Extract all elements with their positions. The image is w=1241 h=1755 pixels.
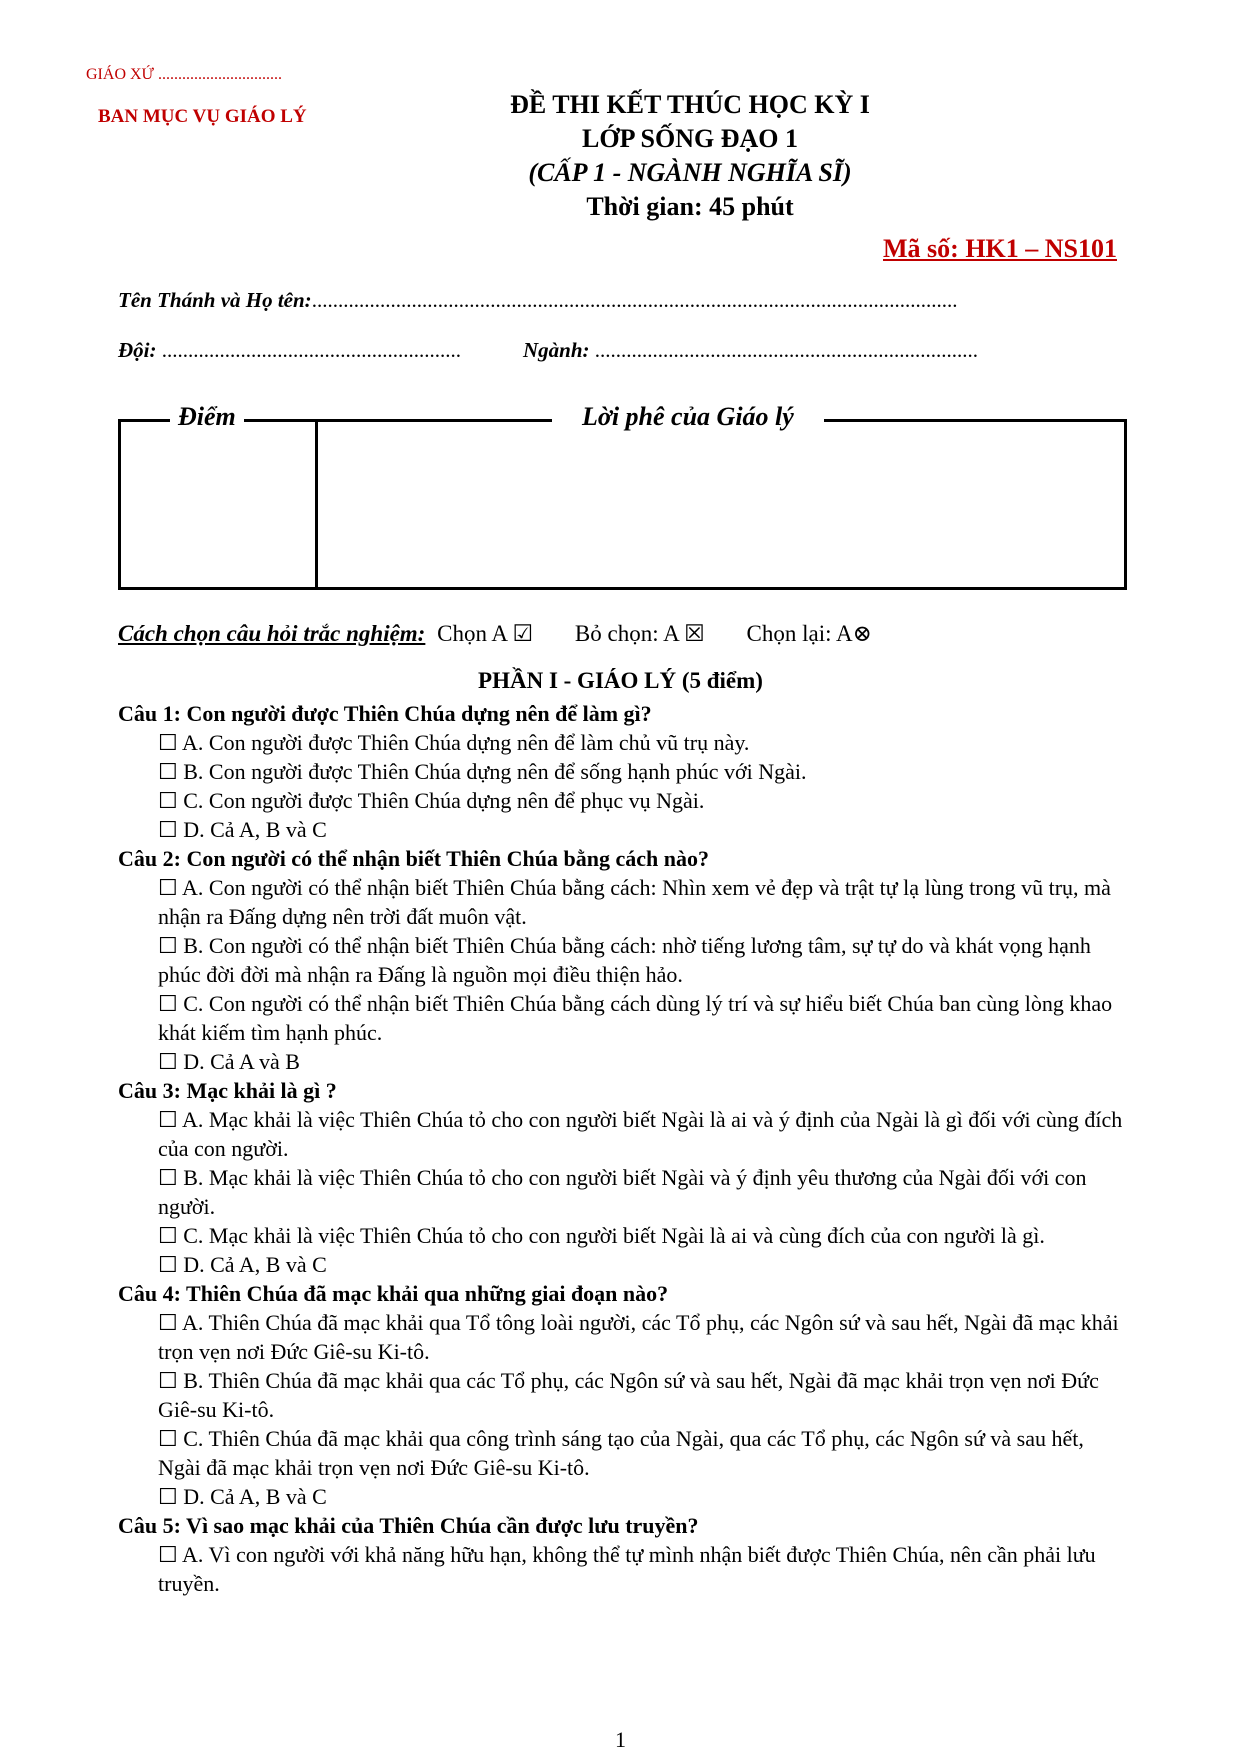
answer-option[interactable]: ☐ C. Con người được Thiên Chúa dựng nên để phục vụ Ngài.: [158, 788, 705, 813]
answer-option[interactable]: ☐ A. Vì con người với khả năng hữu hạn, không thể tự mình nhận biết được Thiên Chúa, nên cần phải lưu truyền.: [158, 1542, 1096, 1596]
answer-instructions: [118, 621, 872, 647]
box-divider: [315, 419, 318, 590]
team-field[interactable]: [118, 338, 461, 363]
question-text: Câu 2: Con người có thể nhận biết Thiên Chúa bằng cách nào?: [118, 846, 709, 871]
team-dots: .........................................................: [161, 338, 461, 362]
branch-dots: .........................................................................: [594, 338, 979, 362]
question-3: [118, 1076, 1124, 1279]
answer-option[interactable]: ☐ C. Mạc khải là việc Thiên Chúa tỏ cho con người biết Ngài là ai và cùng đích của con người là gì.: [158, 1223, 1045, 1248]
score-label: Điểm: [170, 402, 244, 432]
duration-title: Thời gian: 45 phút: [586, 192, 794, 221]
answer-option[interactable]: ☐ A. Thiên Chúa đã mạc khải qua Tổ tông loài người, các Tổ phụ, các Ngôn sứ và sau hết, Ngài đã mạc khải trọn vẹn nơi Đức Giê-su Ki-tô.: [158, 1310, 1119, 1364]
name-label: Tên Thánh và Họ tên:: [118, 288, 312, 312]
answer-option[interactable]: ☐ B. Con người có thể nhận biết Thiên Chúa bằng cách: nhờ tiếng lương tâm, sự tự do và khát vọng hạnh phúc đời đời mà nhận ra Đấng là nguồn mọi điều thiện hảo.: [158, 933, 1091, 987]
exam-title: ĐỀ THI KẾT THÚC HỌC KỲ I: [510, 90, 870, 119]
question-text: Câu 3: Mạc khải là gì ?: [118, 1078, 337, 1103]
instructions-label: Cách chọn câu hỏi trắc nghiệm:: [118, 621, 426, 646]
box-left-border: [118, 419, 121, 590]
team-label: Đội:: [118, 338, 157, 362]
unchoose-instruction: Bỏ chọn: A ☒: [574, 621, 705, 646]
exam-code: Mã số: HK1 – NS101: [883, 234, 1117, 263]
answer-option[interactable]: ☐ B. Con người được Thiên Chúa dựng nên để sống hạnh phúc với Ngài.: [158, 759, 807, 784]
answer-option[interactable]: ☐ C. Thiên Chúa đã mạc khải qua công trình sáng tạo của Ngài, qua các Tổ phụ, các Ngôn sứ và sau hết, Ngài đã mạc khải trọn vẹn nơi Đức Giê-su Ki-tô.: [158, 1426, 1084, 1480]
question-5: [118, 1511, 1124, 1598]
class-title: LỚP SỐNG ĐẠO 1: [582, 124, 798, 153]
box-right-border: [1124, 419, 1127, 590]
question-text: Câu 4: Thiên Chúa đã mạc khải qua những giai đoạn nào?: [118, 1281, 669, 1306]
question-text: Câu 5: Vì sao mạc khải của Thiên Chúa cần được lưu truyền?: [118, 1513, 699, 1538]
answer-option[interactable]: ☐ D. Cả A, B và C: [158, 1252, 327, 1277]
answer-option[interactable]: ☐ D. Cả A, B và C: [158, 817, 327, 842]
answer-option[interactable]: ☐ A. Con người được Thiên Chúa dựng nên để làm chủ vũ trụ này.: [158, 730, 750, 755]
rechoose-instruction: Chọn lại: A⊗: [746, 621, 872, 646]
parish-label: GIÁO XỨ ...............................: [86, 66, 282, 83]
questions-list: [118, 699, 1124, 1598]
question-4: [118, 1279, 1124, 1511]
box-bottom-border: [118, 587, 1127, 590]
answer-option[interactable]: ☐ A. Mạc khải là việc Thiên Chúa tỏ cho con người biết Ngài là ai và ý định của Ngài là gì đối với cùng đích của con người.: [158, 1107, 1123, 1161]
name-field[interactable]: [118, 288, 957, 313]
page-number: 1: [615, 1727, 626, 1752]
answer-option[interactable]: ☐ C. Con người có thể nhận biết Thiên Chúa bằng cách dùng lý trí và sự hiểu biết Chúa ban cùng lòng khao khát kiếm tìm hạnh phúc.: [158, 991, 1113, 1045]
name-dots: ...........................................................................................................................: [311, 288, 958, 312]
answer-option[interactable]: ☐ A. Con người có thể nhận biết Thiên Chúa bằng cách: Nhìn xem vẻ đẹp và trật tự lạ lùng trong vũ trụ, mà nhận ra Đấng dựng nên trời đất muôn vật.: [158, 875, 1111, 929]
question-2: [118, 844, 1124, 1076]
level-title: (CẤP 1 - NGÀNH NGHĨA SĨ): [528, 158, 852, 187]
comment-label: Lời phê của Giáo lý: [552, 402, 824, 432]
answer-option[interactable]: ☐ B. Thiên Chúa đã mạc khải qua các Tổ phụ, các Ngôn sứ và sau hết, Ngài đã mạc khải trọn vẹn nơi Đức Giê-su Ki-tô.: [158, 1368, 1099, 1422]
question-text: Câu 1: Con người được Thiên Chúa dựng nên để làm gì?: [118, 701, 652, 726]
answer-option[interactable]: ☐ D. Cả A và B: [158, 1049, 300, 1074]
question-1: [118, 699, 1124, 844]
choose-instruction: Chọn A ☑: [437, 621, 534, 646]
part-title: PHẦN I - GIÁO LÝ (5 điểm): [478, 668, 763, 693]
branch-field[interactable]: [523, 338, 978, 363]
answer-option[interactable]: ☐ D. Cả A, B và C: [158, 1484, 327, 1509]
branch-label: Ngành:: [523, 338, 590, 362]
department-label: BAN MỤC VỤ GIÁO LÝ: [98, 106, 307, 127]
answer-option[interactable]: ☐ B. Mạc khải là việc Thiên Chúa tỏ cho con người biết Ngài và ý định yêu thương của Ngài đối với con người.: [158, 1165, 1087, 1219]
